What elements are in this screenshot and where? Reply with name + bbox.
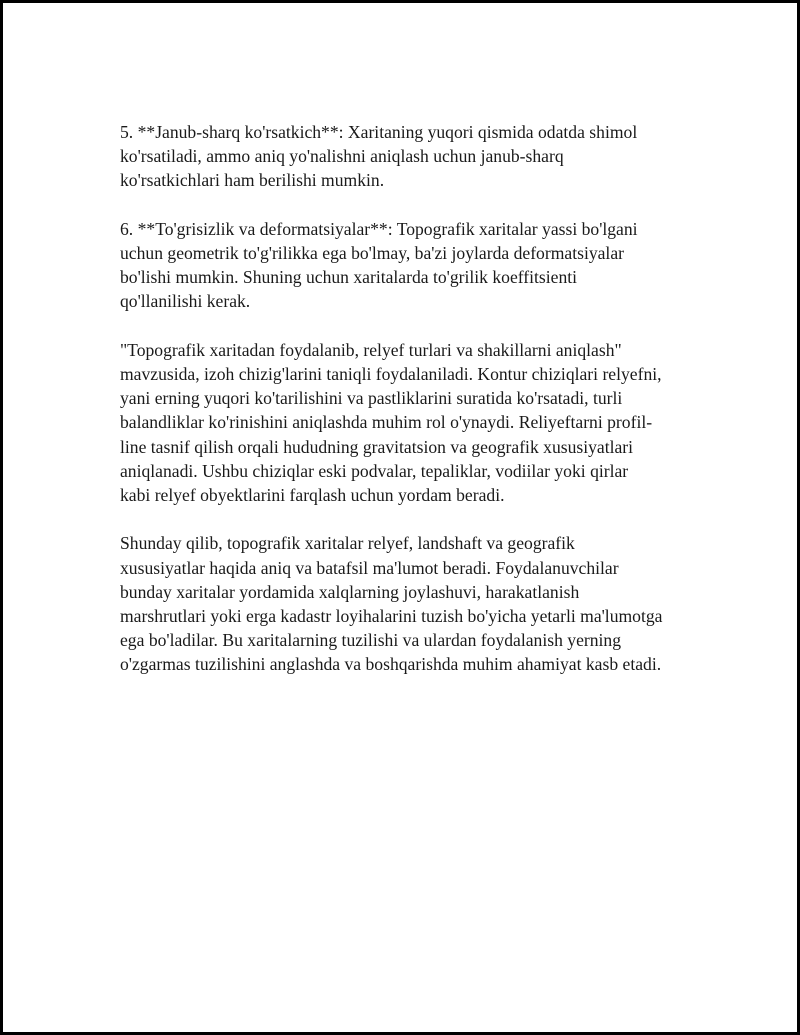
paragraph-togrisizlik xyxy=(120,217,700,314)
text-line: qo'llanilishi kerak. xyxy=(120,291,251,312)
text-line: xususiyatlar haqida aniq va batafsil ma'lumot beradi. Foydalanuvchilar xyxy=(120,557,619,578)
document-body xyxy=(120,120,700,701)
text-line: ega bo'ladilar. Bu xaritalarning tuzilishi va ulardan foydalanish yerning xyxy=(120,630,622,651)
paragraph-topografik-xaritadan xyxy=(120,338,700,507)
text-line: aniqlanadi. Ushbu chiziqlar eski podvalar, tepaliklar, vodiilar yoki qirlar xyxy=(120,460,629,481)
text-line: marshrutlari yoki erga kadastr loyihalarini tuzish bo'yicha yetarli ma'lumotga xyxy=(120,606,663,627)
text-line: balandliklar ko'rinishini aniqlashda muhim rol o'ynaydi. Reliyeftarni profil- xyxy=(120,412,653,433)
text-line: Shunday qilib, topografik xaritalar relyef, landshaft va geografik xyxy=(120,533,575,554)
paragraph-janub-sharq xyxy=(120,120,700,193)
text-line: ko'rsatiladi, ammo aniq yo'nalishni aniqlash uchun janub-sharq xyxy=(120,146,564,167)
text-line: yani erning yuqori ko'tarilishini va pastliklarini suratida ko'rsatadi, turli xyxy=(120,388,623,409)
text-line: mavzusida, izoh chizig'larini taniqli foydalaniladi. Kontur chiziqlari relyefni, xyxy=(120,364,662,384)
text-line: 5. **Janub-sharq ko'rsatkich**: Xaritaning yuqori qismida odatda shimol xyxy=(120,122,638,142)
text-line: kabi relyef obyektlarini farqlash uchun yordam beradi. xyxy=(120,485,505,506)
paragraph-shunday-qilib xyxy=(120,531,700,676)
text-line: line tasnif qilish orqali hududning gravitatsion va geografik xususiyatlari xyxy=(120,436,634,457)
text-line: bo'lishi mumkin. Shuning uchun xaritalarda to'grilik koeffitsienti xyxy=(120,267,578,288)
text-line: ko'rsatkichlari ham berilishi mumkin. xyxy=(120,170,385,191)
text-line: "Topografik xaritadan foydalanib, relyef turlari va shakillarni aniqlash" xyxy=(120,339,622,360)
text-line: 6. **To'grisizlik va deformatsiyalar**: Topografik xaritalar yassi bo'lgani xyxy=(120,218,638,239)
text-line: bunday xaritalar yordamida xalqlarning joylashuvi, harakatlanish xyxy=(120,581,580,602)
text-line: o'zgarmas tuzilishini anglashda va boshqarishda muhim ahamiyat kasb etadi. xyxy=(120,654,662,675)
text-line: uchun geometrik to'g'rilikka ega bo'lmay, ba'zi joylarda deformatsiyalar xyxy=(120,243,624,263)
